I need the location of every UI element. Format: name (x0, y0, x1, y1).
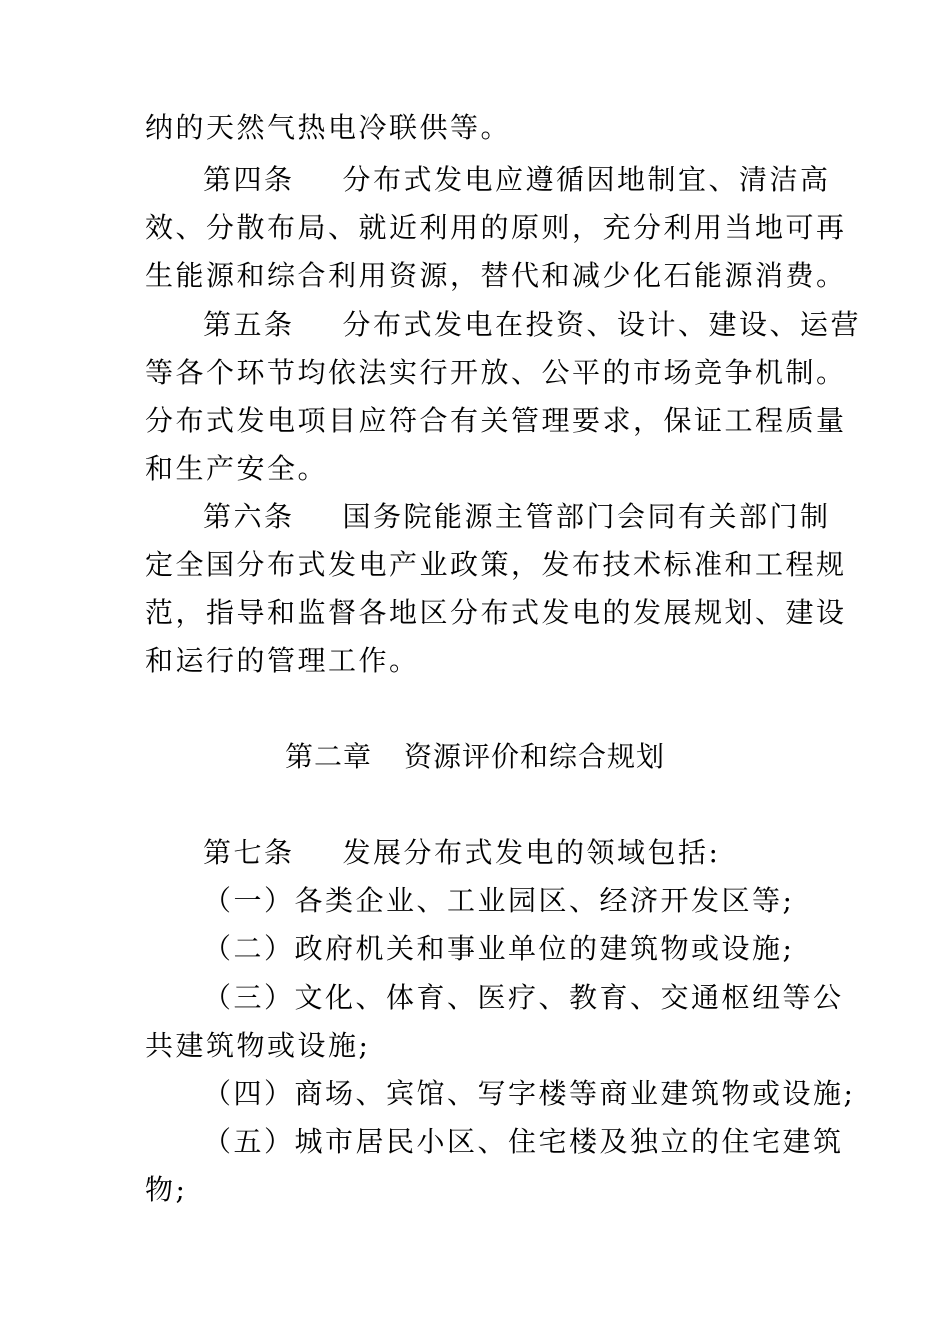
article-4-first-line (203, 160, 831, 200)
body-text-line: 定全国分布式发电产业政策，发布技术标准和工程规 (145, 548, 847, 581)
article-number: 第四条 (203, 163, 295, 196)
article-7-first-line (203, 833, 815, 873)
article-number: 第七条 (203, 836, 295, 869)
list-item: （四）商场、宾馆、写字楼等商业建筑物或设施; (203, 1077, 856, 1110)
list-item-continuation: 物; (145, 1173, 188, 1206)
list-item: （一）各类企业、工业园区、经济开发区等; (203, 884, 795, 917)
chapter-number: 第二章 (284, 740, 372, 773)
list-item: （五）城市居民小区、住宅楼及独立的住宅建筑 (203, 1125, 844, 1158)
list-item: （三）文化、体育、医疗、教育、交通枢纽等公 (203, 981, 844, 1014)
body-text-line: 和运行的管理工作。 (145, 644, 420, 677)
body-text-line: 分布式发电项目应符合有关管理要求，保证工程质量 (145, 404, 847, 437)
chapter-heading (0, 737, 950, 777)
article-6-first-line (203, 497, 831, 537)
article-text: 分布式发电应遵循因地制宜、清洁高 (342, 163, 831, 196)
list-item-continuation: 共建筑物或设施; (145, 1029, 371, 1062)
article-text: 分布式发电在投资、设计、建设、运营 (342, 308, 862, 341)
article-text: 国务院能源主管部门会同有关部门制 (342, 500, 831, 533)
chapter-title: 资源评价和综合规划 (404, 740, 666, 773)
body-text-line: 范，指导和监督各地区分布式发电的发展规划、建设 (145, 596, 847, 629)
body-text-line: 纳的天然气热电冷联供等。 (145, 111, 512, 144)
article-text: 发展分布式发电的领域包括: (342, 836, 721, 869)
article-5-first-line (203, 305, 862, 345)
body-text-line: 效、分散布局、就近利用的原则，充分利用当地可再 (145, 211, 847, 244)
article-number: 第五条 (203, 308, 295, 341)
body-text-line: 生能源和综合利用资源，替代和减少化石能源消费。 (145, 259, 847, 292)
body-text-line: 等各个环节均依法实行开放、公平的市场竞争机制。 (145, 356, 847, 389)
article-number: 第六条 (203, 500, 295, 533)
body-text-line: 和生产安全。 (145, 452, 329, 485)
list-item: （二）政府机关和事业单位的建筑物或设施; (203, 932, 795, 965)
